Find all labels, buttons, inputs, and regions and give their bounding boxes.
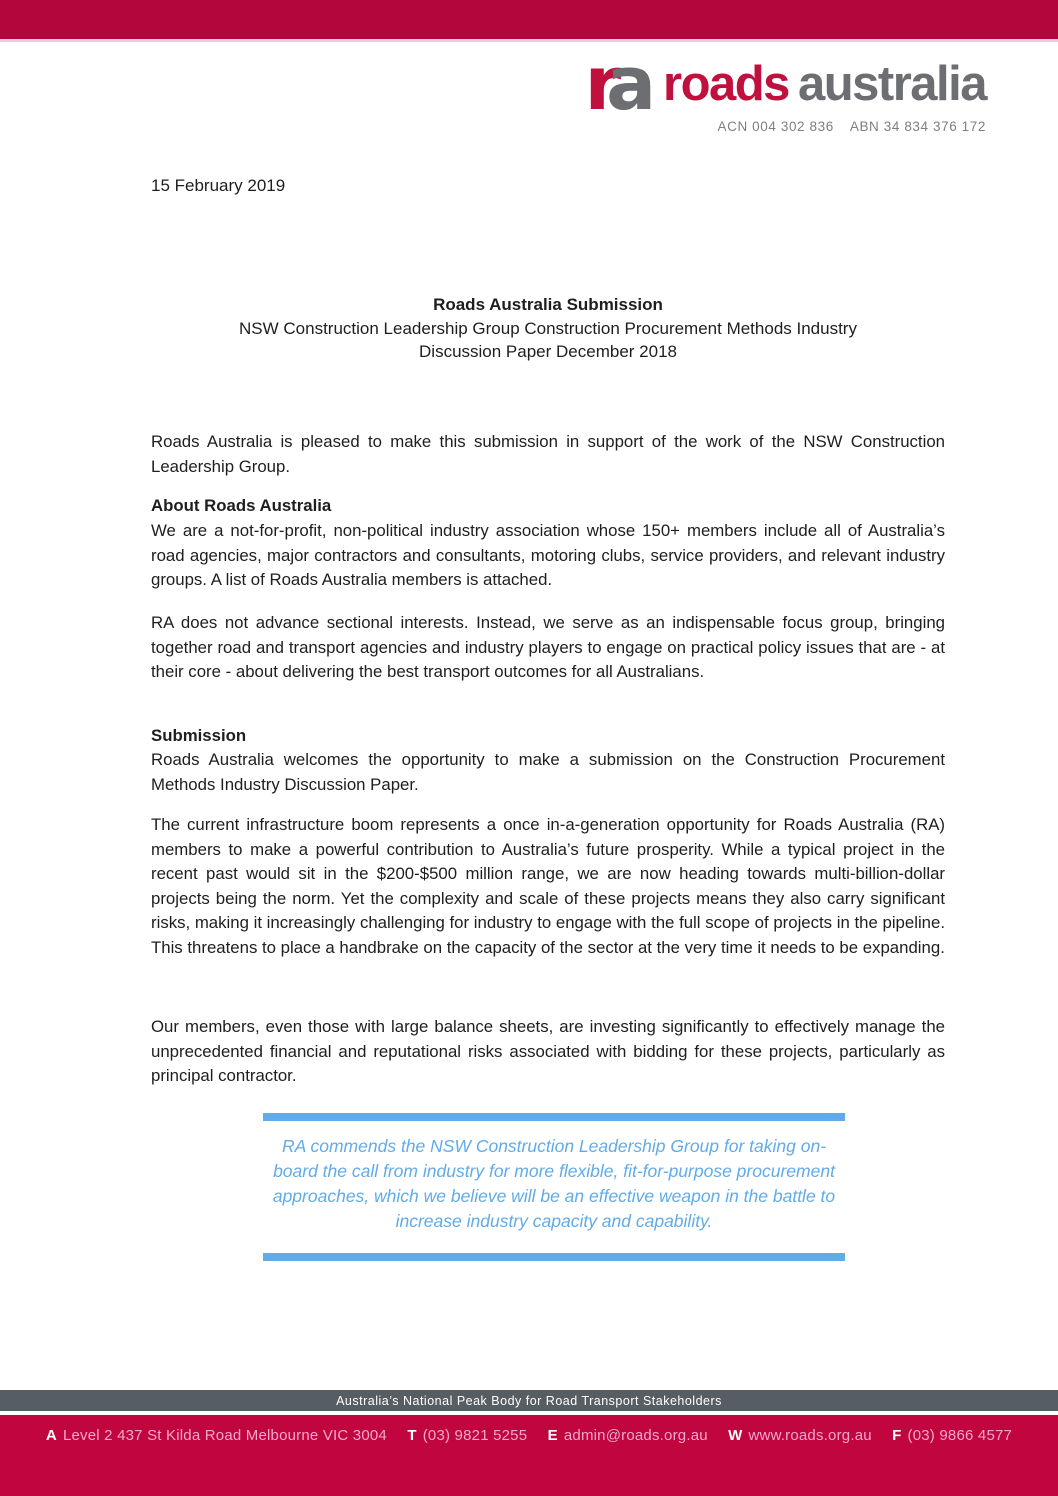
footer-tagline-text: Australia’s National Peak Body for Road Transport Stakeholders bbox=[336, 1393, 722, 1408]
title-line-1: Roads Australia Submission bbox=[433, 295, 663, 314]
contact-website-label: W bbox=[728, 1427, 743, 1444]
submission-heading: Submission bbox=[151, 726, 247, 745]
monogram-a: a bbox=[606, 41, 641, 127]
quote-top-rule bbox=[263, 1113, 845, 1121]
contact-website-value: www.roads.org.au bbox=[748, 1427, 872, 1444]
about-heading: About Roads Australia bbox=[151, 496, 332, 515]
logo-word-roads: roads bbox=[663, 56, 789, 111]
submission-paragraph-2: The current infrastructure boom represents a once in-a-generation opportunity for Roads Australia (RA) members to make a powerful contribution to Australia’s future prosperity. While a typical project in the recent past would sit in the $200-$500 million range, we are now heading towards multi-billion-dollar projects being the norm. Yet the complexity and scale of these projects means they also carry significant risks, making it increasingly challenging for industry to engage with the full scope of projects in the pipeline. This threatens to place a handbrake on the capacity of the sector at the very time it needs to be expanding. bbox=[151, 815, 945, 957]
footer-tagline-bar bbox=[0, 1390, 1058, 1411]
contact-email-label: E bbox=[547, 1427, 558, 1444]
contact-fax-label: F bbox=[892, 1427, 902, 1444]
title-line-2: NSW Construction Leadership Group Construction Procurement Methods Industry bbox=[239, 318, 857, 338]
contact-telephone-value: (03) 9821 5255 bbox=[422, 1427, 528, 1444]
title-line-3: Discussion Paper December 2018 bbox=[419, 342, 677, 361]
contact-fax bbox=[892, 1427, 1012, 1444]
footer-contact-bar bbox=[0, 1415, 1058, 1496]
about-paragraph-2: RA does not advance sectional interests. Instead, we serve as an indispensable focus group, bringing together road and transport agencies and industry players to engage on practical policy issues that are - at their core - about delivering the best transport outcomes for all Australians. bbox=[151, 613, 945, 682]
pull-quote-block bbox=[263, 1113, 845, 1261]
contact-telephone bbox=[407, 1427, 527, 1444]
contact-email-value: admin@roads.org.au bbox=[563, 1427, 708, 1444]
contact-address bbox=[46, 1427, 387, 1444]
about-paragraph-1: We are a not-for-profit, non-political industry association whose 150+ members include all of Australia’s road agencies, major contractors and consultants, motoring clubs, service providers, and relevant industry groups. A list of Roads Australia members is attached. bbox=[151, 521, 945, 590]
contact-fax-value: (03) 9866 4577 bbox=[907, 1427, 1013, 1444]
logo-word-australia: australia bbox=[797, 56, 986, 111]
submission-paragraph-1: Roads Australia welcomes the opportunity to make a submission on the Construction Procurement Methods Industry Discussion Paper. bbox=[151, 750, 945, 794]
acn-number: ACN 004 302 836 bbox=[717, 119, 834, 134]
abn-number: ABN 34 834 376 172 bbox=[849, 119, 986, 134]
contact-website bbox=[728, 1427, 872, 1444]
contact-email bbox=[548, 1427, 708, 1444]
contact-address-label: A bbox=[45, 1427, 57, 1444]
letter-title-block bbox=[151, 293, 945, 364]
pull-quote-text: RA commends the NSW Construction Leadership Group for taking on-board the call from industry for more flexible, fit-for-purpose procurement approaches, which we believe will be an effective weapon in the battle to increase industry capacity and capability. bbox=[272, 1136, 836, 1231]
contact-telephone-label: T bbox=[407, 1427, 417, 1444]
letter-body bbox=[151, 0, 945, 1380]
contact-address-value: Level 2 437 St Kilda Road Melbourne VIC 3004 bbox=[62, 1427, 387, 1444]
footer-contacts-line bbox=[0, 1427, 1058, 1444]
letter-date: 15 February 2019 bbox=[151, 176, 286, 195]
intro-paragraph: Roads Australia is pleased to make this submission in support of the work of the NSW Construction Leadership Group. bbox=[151, 432, 945, 476]
submission-paragraph-3: Our members, even those with large balance sheets, are investing significantly to effectively manage the unprecedented financial and reputational risks associated with bidding for these projects, particularly as principal contractor. bbox=[151, 1017, 945, 1086]
monogram-r: r bbox=[584, 41, 607, 127]
quote-bottom-rule bbox=[263, 1253, 845, 1261]
